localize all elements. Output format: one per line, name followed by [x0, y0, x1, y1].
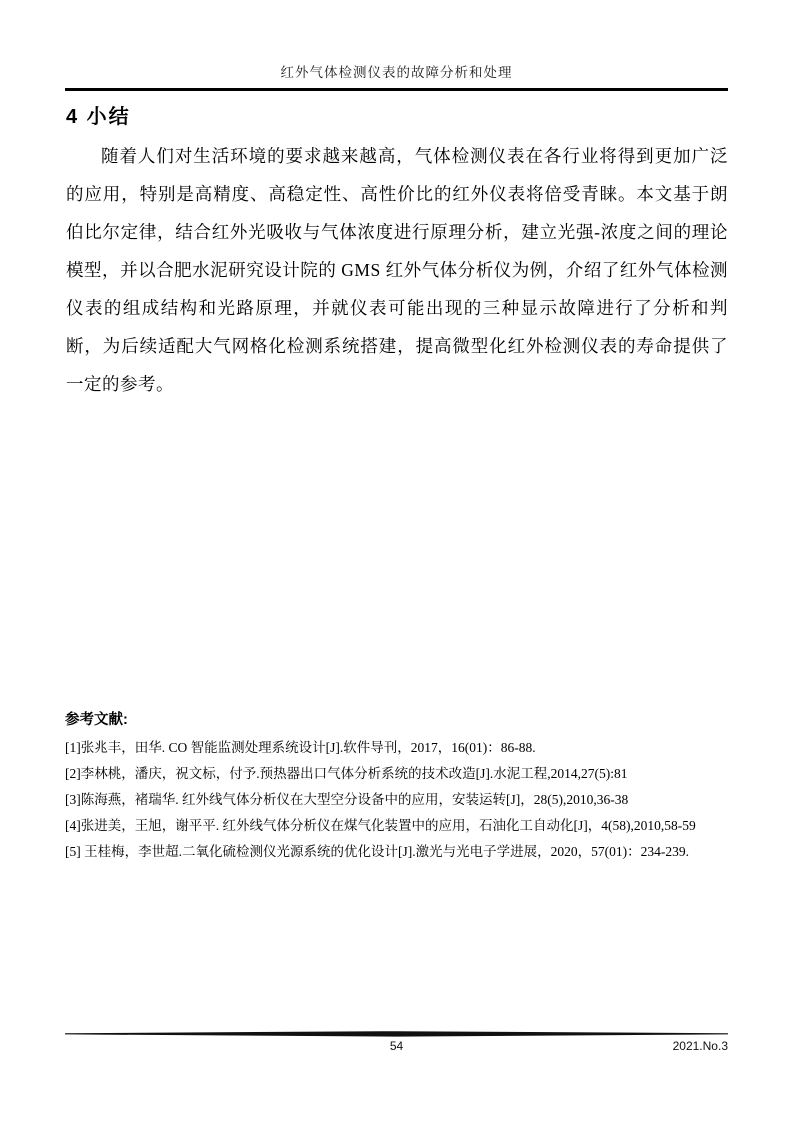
reference-item: [4]张进美，王旭，谢平平. 红外线气体分析仪在煤气化装置中的应用，石油化工自动化[J]，4(58),2010,58-59 — [65, 818, 696, 833]
reference-list — [65, 735, 728, 865]
running-header-title: 红外气体检测仪表的故障分析和处理 — [280, 65, 513, 80]
section-heading: 4 小结 — [66, 106, 131, 128]
reference-item: [5] 王桂梅，李世超.二氧化硫检测仪光源系统的优化设计[J].激光与光电子学进展，2020，57(01)：234-239. — [65, 844, 689, 859]
reference-item: [2]李林桃，潘庆，祝文标，付予.预热器出口气体分析系统的技术改造[J].水泥工程,2014,27(5):81 — [65, 766, 628, 781]
summary-paragraph: 随着人们对生活环境的要求越来越高，气体检测仪表在各行业将得到更加广泛的应用，特别是高精度、高稳定性、高性价比的红外仪表将倍受青睐。本文基于朗伯比尔定律，结合红外光吸收与气体浓度进行原理分析，建立光强-浓度之间的理论模型，并以合肥水泥研究设计院的 GMS 红外气体分析仪为例，介绍了红外气体检测仪表的组成结构和光路原理，并就仪表可能出现的三种显示故障进行了分析和判断，为后续适配大气网格化检测系统搭建，提高微型化红外检测仪表的寿命提供了一定的参考。 — [66, 146, 728, 394]
references-heading: 参考文献: — [65, 712, 128, 728]
page-number: 54 — [389, 1039, 404, 1053]
issue-label: 2021.No.3 — [672, 1039, 728, 1053]
reference-item: [1]张兆丰，田华. CO 智能监测处理系统设计[J].软件导刊，2017，16(01)：86-88. — [65, 740, 536, 755]
footer-rule — [65, 1031, 728, 1037]
reference-item: [3]陈海燕，褚瑞华. 红外线气体分析仪在大型空分设备中的应用，安装运转[J]，28(5),2010,36-38 — [65, 792, 629, 807]
header-rule — [65, 88, 728, 91]
